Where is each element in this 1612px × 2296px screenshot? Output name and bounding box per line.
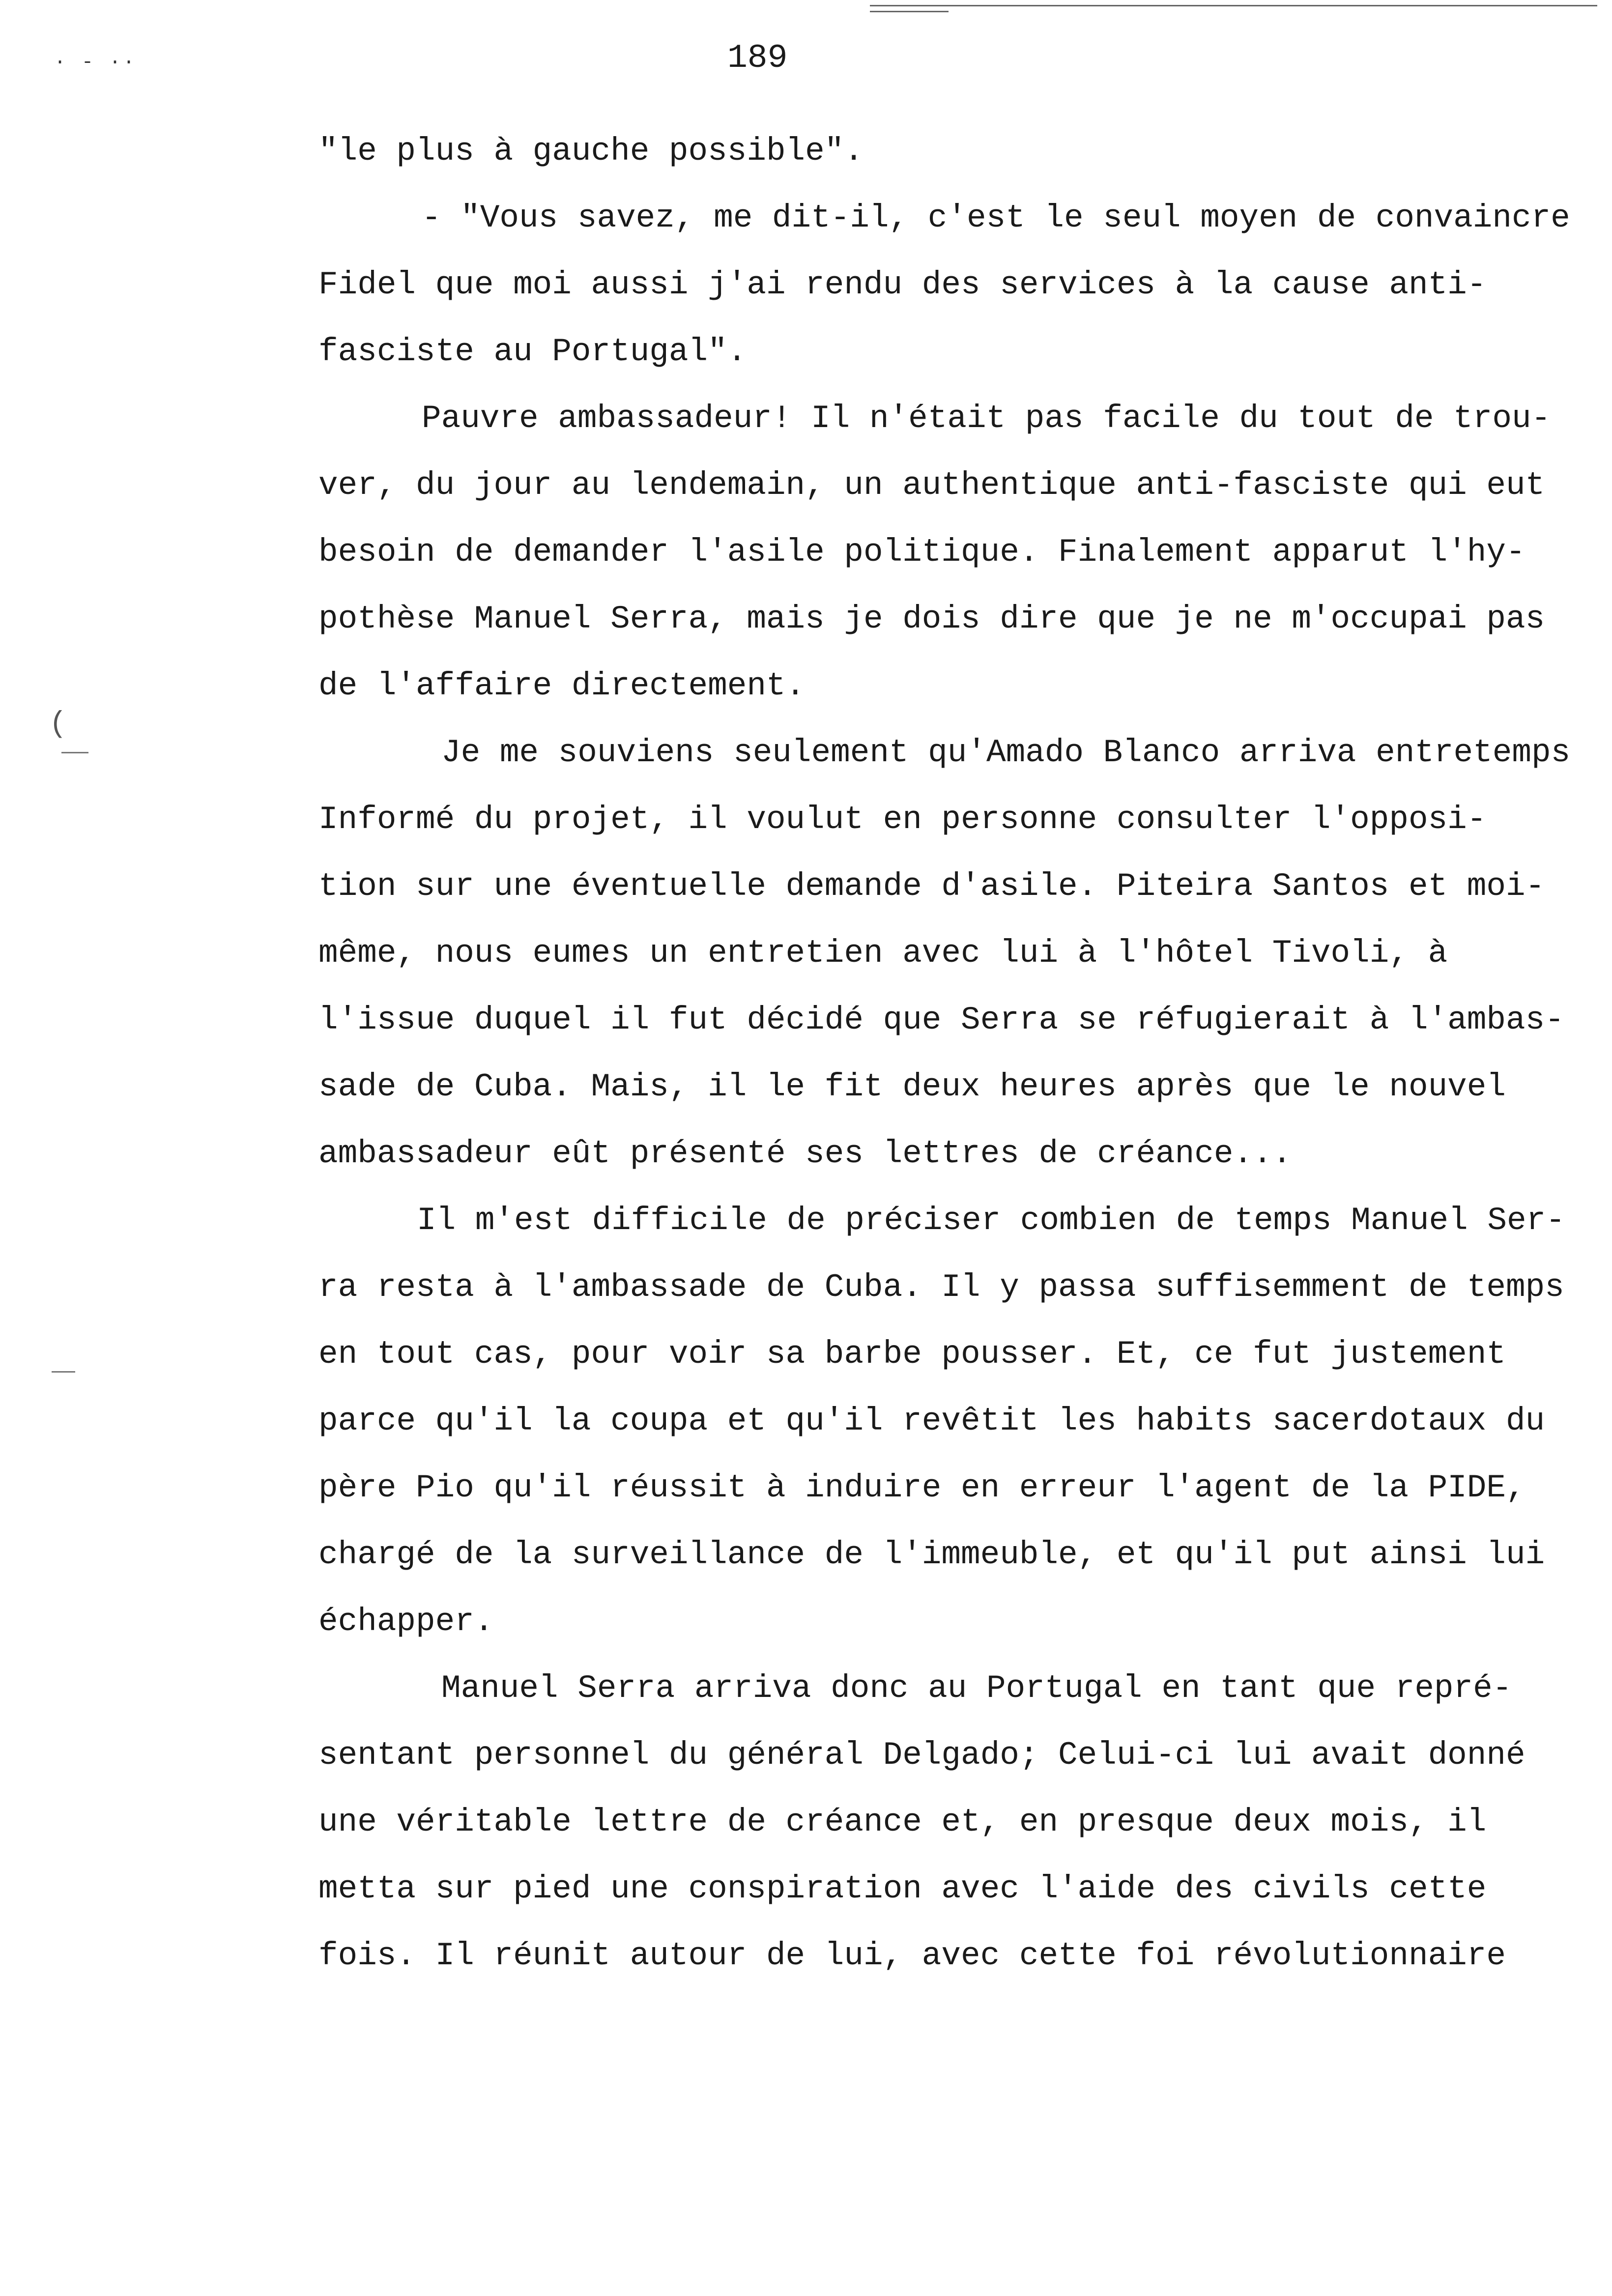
margin-dash-mark-lower xyxy=(52,1371,75,1373)
text-line: parce qu'il la coupa et qu'il revêtit les habits sacerdotaux du xyxy=(318,1403,1545,1439)
body-text xyxy=(318,118,1606,1989)
text-line: sentant personnel du général Delgado; Celui-ci lui avait donné xyxy=(318,1737,1526,1774)
top-rule-short xyxy=(870,11,949,12)
top-rule xyxy=(870,5,1597,6)
text-line: fois. Il réunit autour de lui, avec cette foi révolutionnaire xyxy=(318,1937,1506,1974)
margin-bracket-mark: ( xyxy=(49,708,67,741)
margin-dash-mark xyxy=(61,752,88,753)
text-line: de l'affaire directement. xyxy=(318,667,806,704)
text-line: tion sur une éventuelle demande d'asile. Piteira Santos et moi- xyxy=(318,868,1545,905)
text-line: échapper. xyxy=(318,1603,494,1640)
text-line: Informé du projet, il voulut en personne consulter l'opposi- xyxy=(318,801,1487,838)
text-line: en tout cas, pour voir sa barbe pousser. Et, ce fut justement xyxy=(318,1336,1506,1373)
text-line: sade de Cuba. Mais, il le fit deux heures après que le nouvel xyxy=(318,1068,1506,1105)
text-line: metta sur pied une conspiration avec l'aide des civils cette xyxy=(318,1870,1487,1907)
text-line: Il m'est difficile de préciser combien de temps Manuel Ser- xyxy=(417,1202,1565,1239)
page-number: 189 xyxy=(727,39,788,77)
text-line: ra resta à l'ambassade de Cuba. Il y passa suffisemment de temps xyxy=(318,1269,1564,1306)
text-line: chargé de la surveillance de l'immeuble, et qu'il put ainsi lui xyxy=(318,1536,1545,1573)
text-line: pothèse Manuel Serra, mais je dois dire que je ne m'occupai pas xyxy=(318,601,1545,637)
text-line: "le plus à gauche possible". xyxy=(318,133,864,170)
text-line: besoin de demander l'asile politique. Finalement apparut l'hy- xyxy=(318,534,1526,571)
text-line: Je me souviens seulement qu'Amado Blanco arriva entretemps xyxy=(441,734,1571,771)
text-line: ambassadeur eût présenté ses lettres de créance... xyxy=(318,1135,1292,1172)
corner-mark: · - ·· xyxy=(54,52,137,74)
text-line: même, nous eumes un entretien avec lui à l'hôtel Tivoli, à xyxy=(318,935,1448,972)
text-line: - "Vous savez, me dit-il, c'est le seul moyen de convaincre xyxy=(422,200,1570,236)
text-line: Manuel Serra arriva donc au Portugal en tant que repré- xyxy=(441,1670,1512,1707)
text-line: Fidel que moi aussi j'ai rendu des services à la cause anti- xyxy=(318,266,1487,303)
text-line: ver, du jour au lendemain, un authentique anti-fasciste qui eut xyxy=(318,467,1545,504)
text-line: l'issue duquel il fut décidé que Serra se réfugierait à l'ambas- xyxy=(318,1002,1564,1038)
text-line: fasciste au Portugal". xyxy=(318,333,747,370)
text-line: une véritable lettre de créance et, en presque deux mois, il xyxy=(318,1804,1487,1840)
text-line: Pauvre ambassadeur! Il n'était pas facile du tout de trou- xyxy=(422,400,1551,437)
text-line: père Pio qu'il réussit à induire en erreur l'agent de la PIDE, xyxy=(318,1469,1526,1506)
